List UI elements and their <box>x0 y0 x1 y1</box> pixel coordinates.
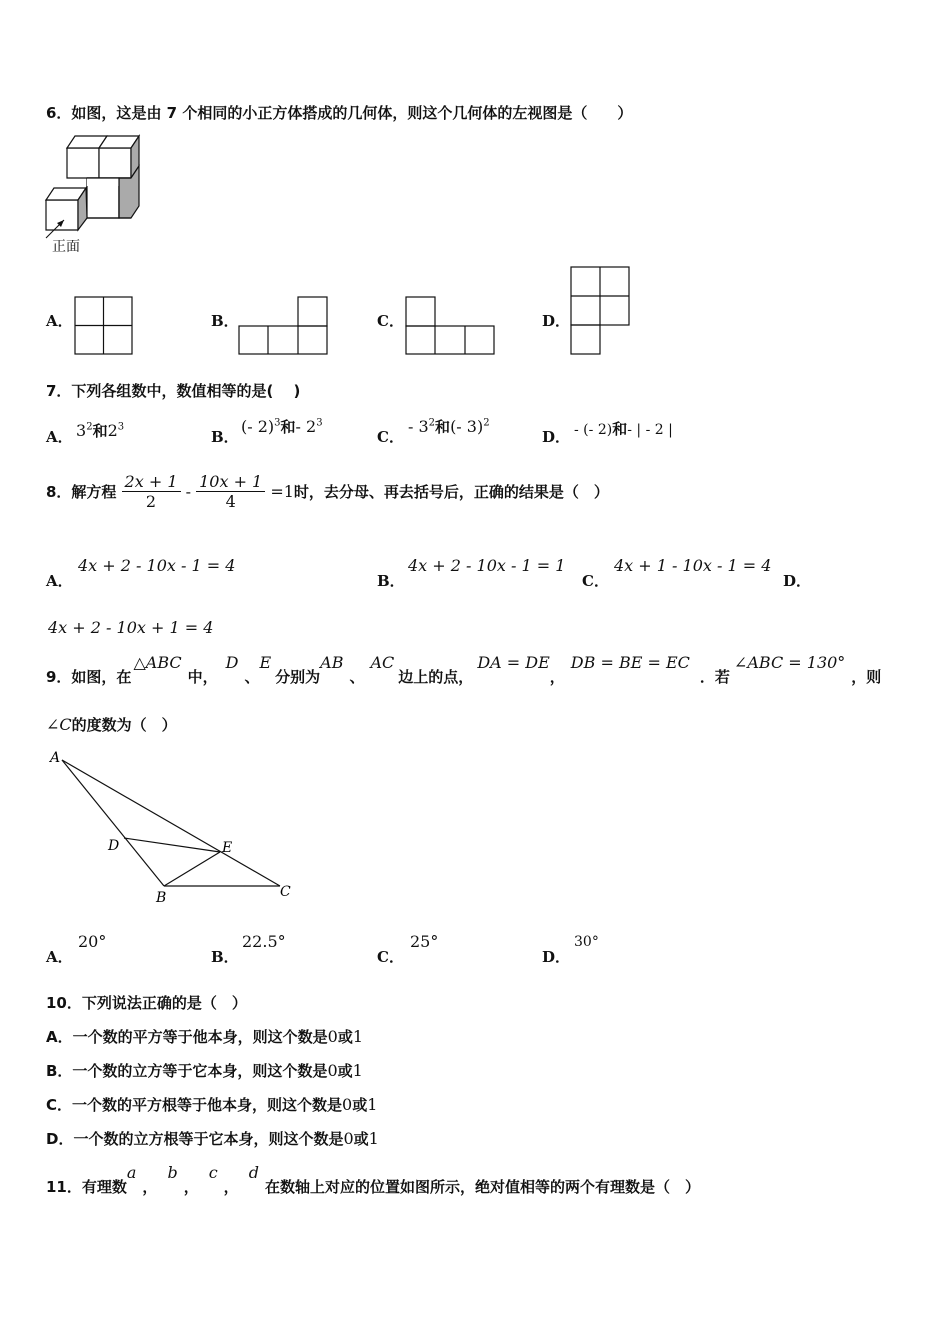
q6-option-d-label: D． <box>542 312 571 330</box>
point-b: B <box>156 890 167 906</box>
q7-option-a-label: A． <box>46 428 73 446</box>
q8-option-c: 4x + 1 - 10x - 1 = 4 <box>614 556 772 575</box>
point-a: A <box>50 750 61 766</box>
q7-stem: 7．下列各组数中，数值相等的是( ) <box>46 382 301 400</box>
q9-stem-line2: ∠C的度数为（ ） <box>46 715 177 734</box>
q6-option-a-label: A． <box>46 312 73 330</box>
q7-option-a: $3^2$和$2^3$ <box>76 421 125 440</box>
q10-option-a: A．一个数的平方等于他本身，则这个数是0或1 <box>46 1027 364 1046</box>
q8-option-d: 4x + 2 - 10x + 1 = 4 <box>48 618 214 637</box>
q7-option-c: - $3^2$和(- 3)$^2$ <box>408 417 490 436</box>
q6-option-d-figure <box>570 266 632 358</box>
q9-option-b: 22.5° <box>242 932 286 951</box>
q6-option-c-figure <box>405 296 497 356</box>
q10-option-c: C．一个数的平方根等于他本身，则这个数是0或1 <box>46 1095 378 1114</box>
q8-option-c-label: C． <box>582 572 609 590</box>
q9-option-a-label: A． <box>46 948 73 966</box>
point-c: C <box>280 884 291 900</box>
q6-stem: 6．如图，这是由 7 个相同的小正方体搭成的几何体，则这个几何体的左视图是（ ） <box>46 104 633 122</box>
q7-option-b-label: B． <box>211 428 239 446</box>
q7-option-b: (- 2)$^3$和- $2^3$ <box>241 417 323 436</box>
front-label: 正面 <box>52 239 80 255</box>
q8-stem: 8．解方程 $\frac{2x + 1}{2}$ - $\frac{10x + 1}{4}$ =1时，去分母、再去括号后，正确的结果是（ ） <box>46 472 609 511</box>
q6-option-b-figure <box>238 296 330 356</box>
q9-option-a: 20° <box>78 932 107 951</box>
point-d: D <box>108 838 120 854</box>
q10-option-d: D．一个数的立方根等于它本身，则这个数是0或1 <box>46 1129 379 1148</box>
q9-option-d-label: D． <box>542 948 571 966</box>
q11-stem: 11．有理数a，b，c，d在数轴上对应的位置如图所示，绝对值相等的两个有理数是（ ） <box>46 1163 700 1196</box>
q9-option-b-label: B． <box>211 948 239 966</box>
q7-option-c-label: C． <box>377 428 404 446</box>
q8-option-b: 4x + 2 - 10x - 1 = 1 <box>408 556 566 575</box>
q8-option-d-label: D． <box>783 572 812 590</box>
q9-option-d: 30° <box>574 934 599 950</box>
q7-option-d-label: D． <box>542 428 571 446</box>
q8-option-a: 4x + 2 - 10x - 1 = 4 <box>78 556 236 575</box>
q6-option-a-figure <box>74 296 134 356</box>
point-e: E <box>222 840 233 856</box>
q8-option-b-label: B． <box>377 572 405 590</box>
q8-fraction-2: $\frac{10x + 1}{4}$ <box>196 472 265 511</box>
q7-option-d: - (- 2)和- | - 2 | <box>574 420 673 438</box>
q9-option-c: 25° <box>410 932 439 951</box>
q8-option-a-label: A． <box>46 572 73 590</box>
q8-fraction-1: $\frac{2x + 1}{2}$ <box>122 472 181 511</box>
q10-option-b: B．一个数的立方等于它本身，则这个数是0或1 <box>46 1061 363 1080</box>
q9-option-c-label: C． <box>377 948 404 966</box>
q10-stem: 10．下列说法正确的是（ ） <box>46 994 247 1012</box>
q6-option-b-label: B． <box>211 312 239 330</box>
q6-option-c-label: C． <box>377 312 404 330</box>
q9-triangle-figure <box>40 744 300 909</box>
q9-stem-line1: 9．如图，在△ABC中，D、E分别为AB、AC边上的点，DA = DE，DB = BE = EC．若∠ABC = 130°，则 <box>46 653 882 686</box>
